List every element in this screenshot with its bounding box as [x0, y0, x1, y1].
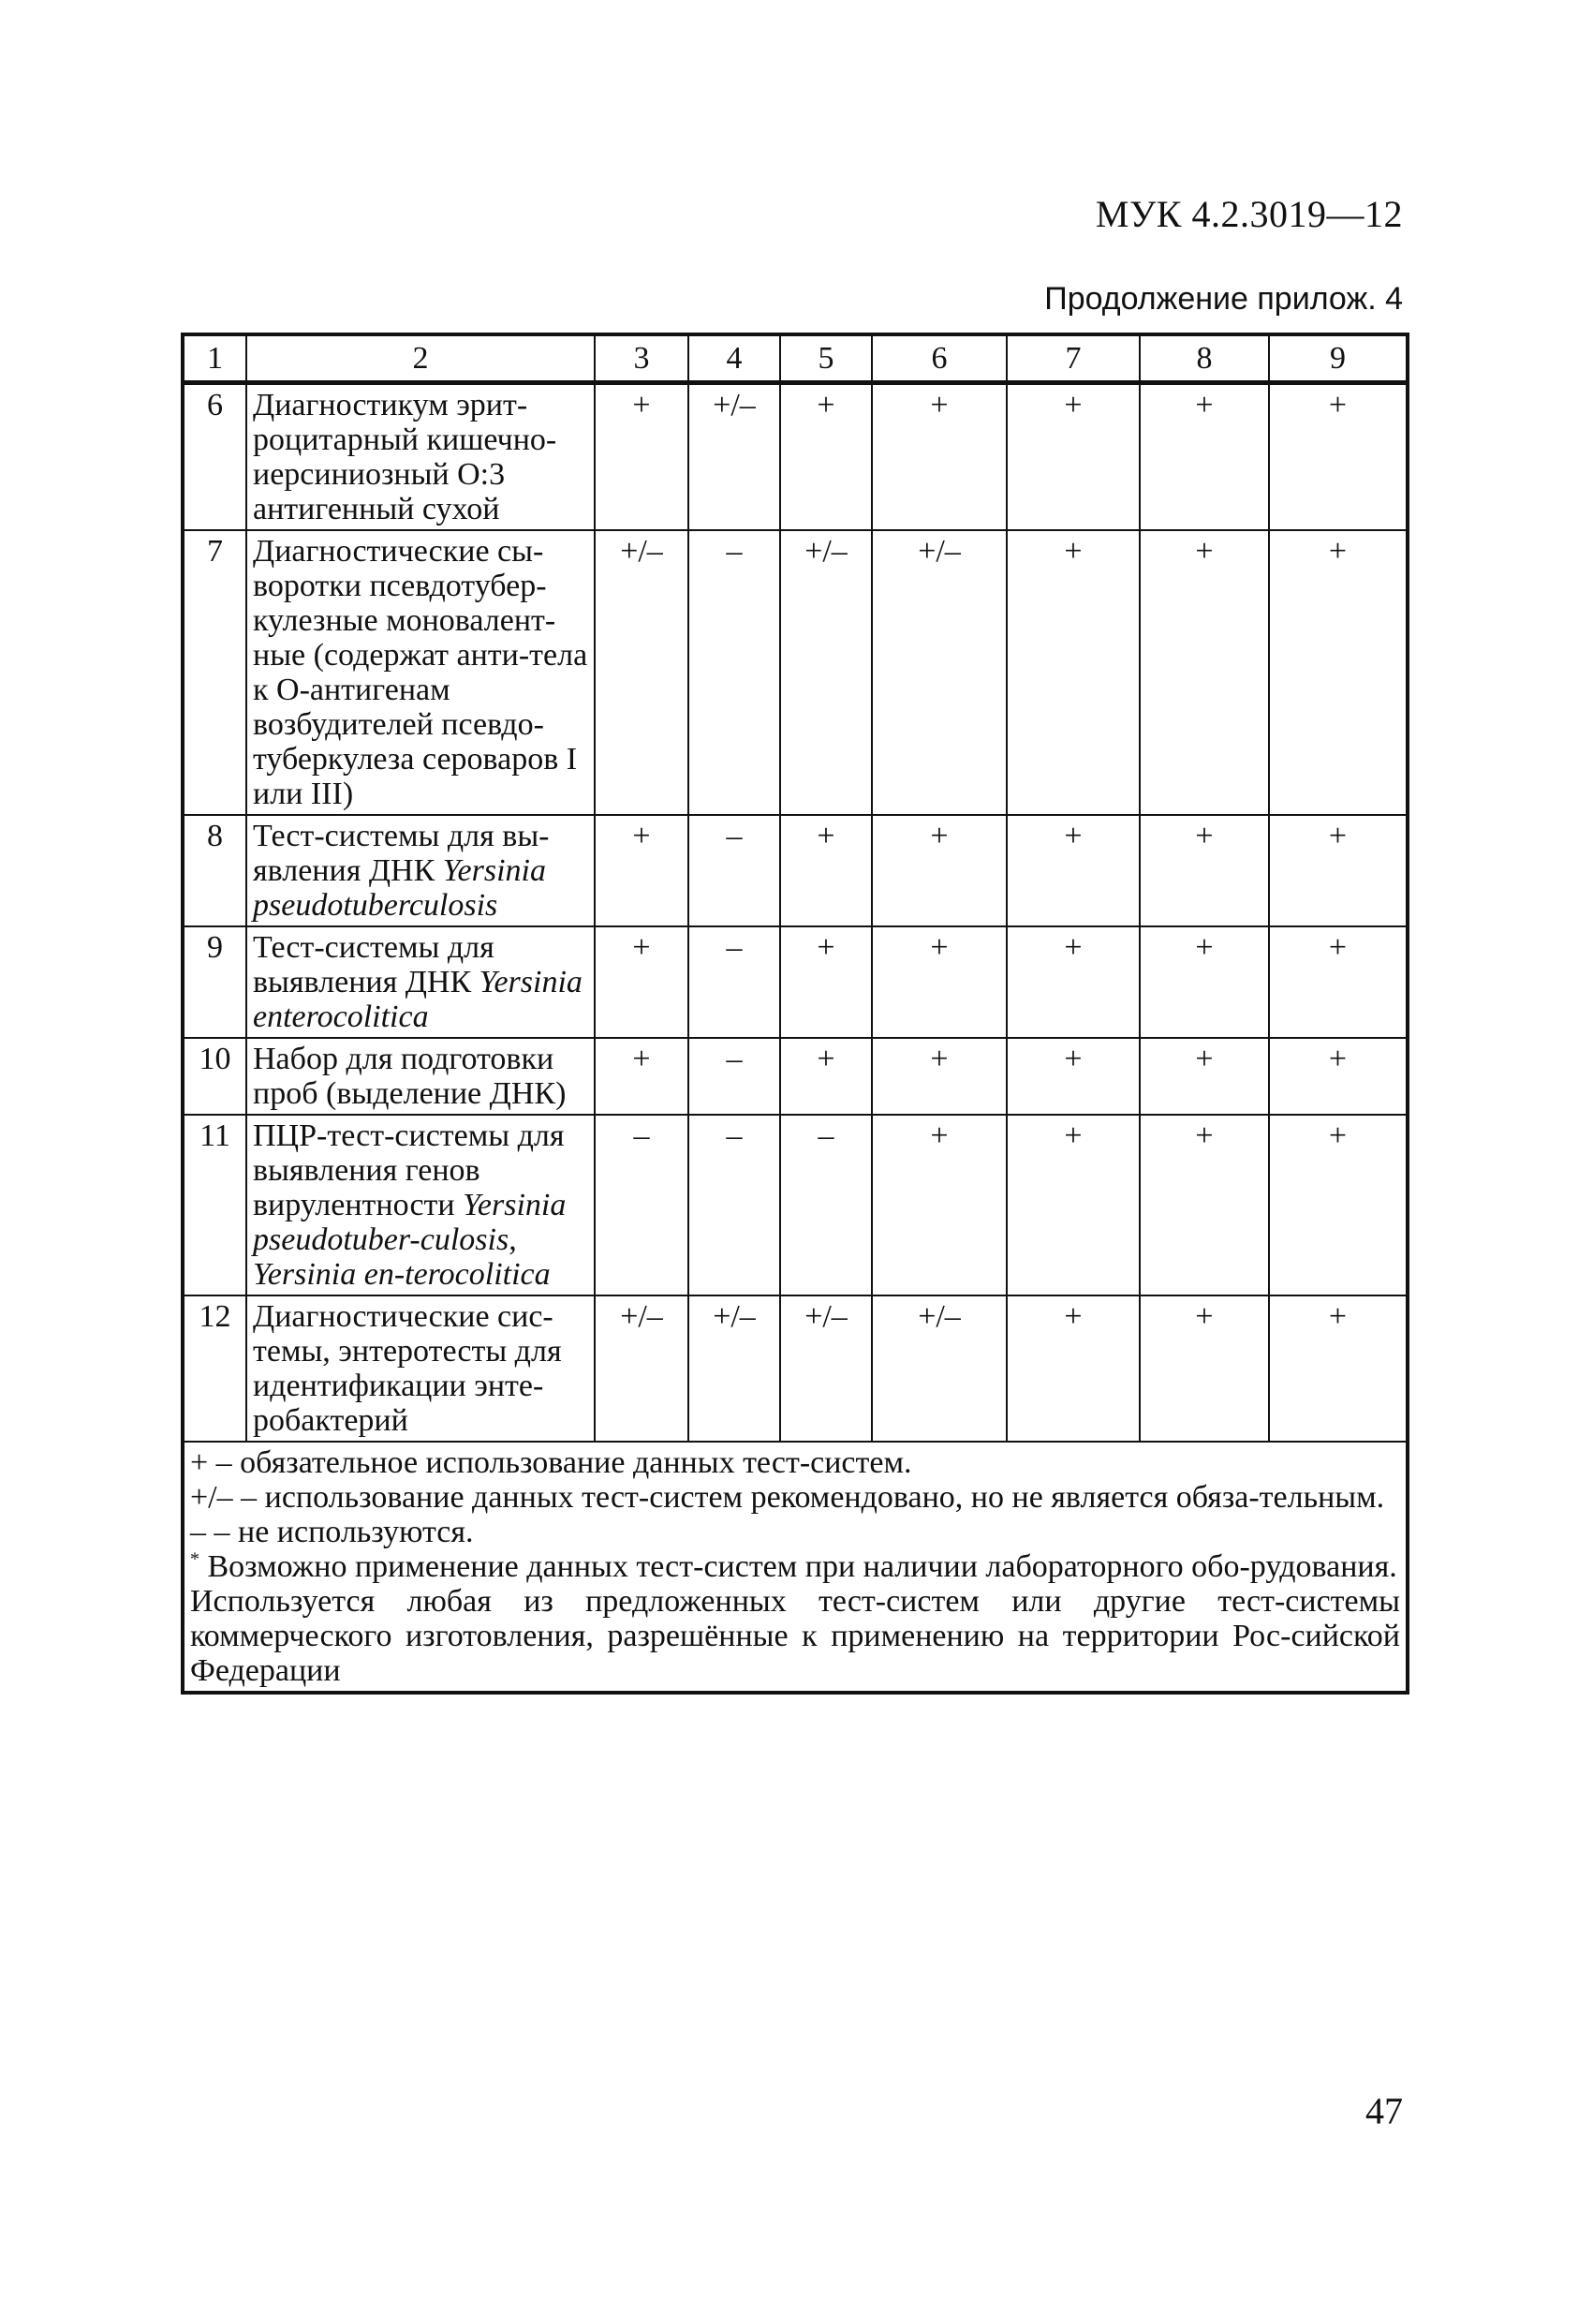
- usage-mark: +: [1007, 383, 1140, 531]
- usage-mark: +: [1269, 383, 1408, 531]
- species-name: Yersinia pseudotuber-culosis: [253, 1188, 567, 1257]
- usage-mark: +: [872, 926, 1007, 1038]
- usage-mark: +/–: [780, 530, 872, 815]
- notes-row: [183, 1442, 1408, 1693]
- usage-mark: +: [872, 815, 1007, 926]
- reagent-name: [246, 383, 595, 531]
- usage-mark: +: [1269, 926, 1408, 1038]
- note-plus-minus: +/– – использование данных тест-систем рекомендовано, но не является обяза-тельным.: [190, 1480, 1385, 1515]
- row-number: 9: [183, 926, 246, 1038]
- usage-mark: –: [688, 926, 780, 1038]
- reagent-name: [246, 926, 595, 1038]
- header-cell: 1: [183, 334, 246, 383]
- table-row: [183, 1295, 1408, 1442]
- usage-mark: +: [1007, 926, 1140, 1038]
- usage-mark: +/–: [595, 530, 688, 815]
- note-minus: – – не используются.: [190, 1515, 474, 1549]
- note-equipment-text: Возможно применение данных тест-систем при наличии лабораторного обо-рудования.: [207, 1549, 1397, 1584]
- header-cell: 7: [1007, 334, 1140, 383]
- reagent-name: [246, 1295, 595, 1442]
- name-text: Диагностические сис-темы, энтеротесты для идентификации энте-робактерий: [253, 1299, 562, 1438]
- note-commercial: Используется любая из предложенных тест-систем или другие тест-системы коммерческого изготовления, разрешённые к применению на территории Рос-сийской Федерации: [190, 1584, 1400, 1688]
- name-text: Тест-системы для выявления ДНК: [253, 930, 494, 999]
- header-cell: 8: [1140, 334, 1269, 383]
- name-text: Диагностические сы-воротки псевдотубер-кулезные моновалент-ные (содержат анти-тела к О-антигенам возбудителей псевдо-туберкулеза сероваров I или III): [253, 534, 588, 811]
- usage-mark: +: [1007, 1038, 1140, 1115]
- usage-mark: +: [595, 383, 688, 531]
- asterisk-mark: *: [190, 1548, 199, 1570]
- row-number: 12: [183, 1295, 246, 1442]
- page-number: 47: [1365, 2090, 1403, 2132]
- usage-mark: +: [872, 1115, 1007, 1295]
- row-number: 11: [183, 1115, 246, 1295]
- species-name: Yersinia enterocolitica: [253, 965, 583, 1034]
- usage-mark: +: [1140, 530, 1269, 815]
- reagent-name: [246, 530, 595, 815]
- table-row: [183, 815, 1408, 926]
- reagent-name: [246, 815, 595, 926]
- usage-mark: +: [1140, 1038, 1269, 1115]
- usage-mark: +: [780, 1038, 872, 1115]
- usage-mark: +: [780, 815, 872, 926]
- reagent-name: [246, 1115, 595, 1295]
- usage-mark: +: [1269, 530, 1408, 815]
- row-number: 10: [183, 1038, 246, 1115]
- header-cell: 5: [780, 334, 872, 383]
- usage-mark: +: [1140, 1115, 1269, 1295]
- reagents-table: [181, 333, 1409, 1695]
- usage-mark: –: [688, 1115, 780, 1295]
- species-name: Yersinia en-terocolitica: [253, 1257, 551, 1292]
- usage-mark: –: [595, 1115, 688, 1295]
- legend-notes: [183, 1442, 1408, 1693]
- usage-mark: +: [1140, 815, 1269, 926]
- usage-mark: +/–: [688, 1295, 780, 1442]
- name-text: Диагностикум эрит-роцитарный кишечно-иерсиниозный О:3 антигенный сухой: [253, 388, 557, 526]
- usage-mark: +: [1140, 1295, 1269, 1442]
- usage-mark: +: [780, 383, 872, 531]
- usage-mark: +/–: [688, 383, 780, 531]
- usage-mark: +: [872, 383, 1007, 531]
- usage-mark: +: [1007, 1115, 1140, 1295]
- header-cell: 2: [246, 334, 595, 383]
- table-header-row: [183, 334, 1408, 383]
- usage-mark: +: [1269, 1115, 1408, 1295]
- table-row: [183, 530, 1408, 815]
- usage-mark: +: [1007, 530, 1140, 815]
- usage-mark: +: [780, 926, 872, 1038]
- row-number: 7: [183, 530, 246, 815]
- usage-mark: –: [688, 530, 780, 815]
- note-equipment: [190, 1549, 1400, 1584]
- usage-mark: +: [595, 926, 688, 1038]
- name-text: Набор для подготовки проб (выделение ДНК): [253, 1042, 567, 1111]
- usage-mark: +/–: [872, 530, 1007, 815]
- document-code: МУК 4.2.3019—12: [1095, 193, 1403, 235]
- usage-mark: +: [1269, 815, 1408, 926]
- usage-mark: +/–: [595, 1295, 688, 1442]
- row-number: 8: [183, 815, 246, 926]
- usage-mark: +: [595, 1038, 688, 1115]
- table-row: [183, 1115, 1408, 1295]
- usage-mark: +: [1140, 926, 1269, 1038]
- usage-mark: +: [1007, 1295, 1140, 1442]
- table-row: [183, 1038, 1408, 1115]
- usage-mark: –: [688, 1038, 780, 1115]
- table-row: [183, 926, 1408, 1038]
- usage-mark: +: [1140, 383, 1269, 531]
- usage-mark: +: [1007, 815, 1140, 926]
- usage-mark: +: [1269, 1038, 1408, 1115]
- table-row: [183, 383, 1408, 531]
- header-cell: 3: [595, 334, 688, 383]
- name-text: ,: [509, 1222, 517, 1257]
- header-cell: 9: [1269, 334, 1408, 383]
- usage-mark: –: [780, 1115, 872, 1295]
- usage-mark: +/–: [872, 1295, 1007, 1442]
- continuation-label: Продолжение прилож. 4: [1044, 281, 1403, 317]
- row-number: 6: [183, 383, 246, 531]
- reagent-name: [246, 1038, 595, 1115]
- usage-mark: –: [688, 815, 780, 926]
- usage-mark: +: [595, 815, 688, 926]
- header-cell: 6: [872, 334, 1007, 383]
- note-plus: + – обязательное использование данных тест-систем.: [190, 1445, 912, 1480]
- header-cell: 4: [688, 334, 780, 383]
- usage-mark: +: [872, 1038, 1007, 1115]
- name-text: Тест-системы для вы-явления ДНК: [253, 819, 550, 888]
- name-text: ПЦР-тест-системы для выявления генов вирулентности: [253, 1118, 565, 1222]
- usage-mark: +: [1269, 1295, 1408, 1442]
- species-name: Yersinia pseudotuberculosis: [253, 853, 546, 923]
- usage-mark: +/–: [780, 1295, 872, 1442]
